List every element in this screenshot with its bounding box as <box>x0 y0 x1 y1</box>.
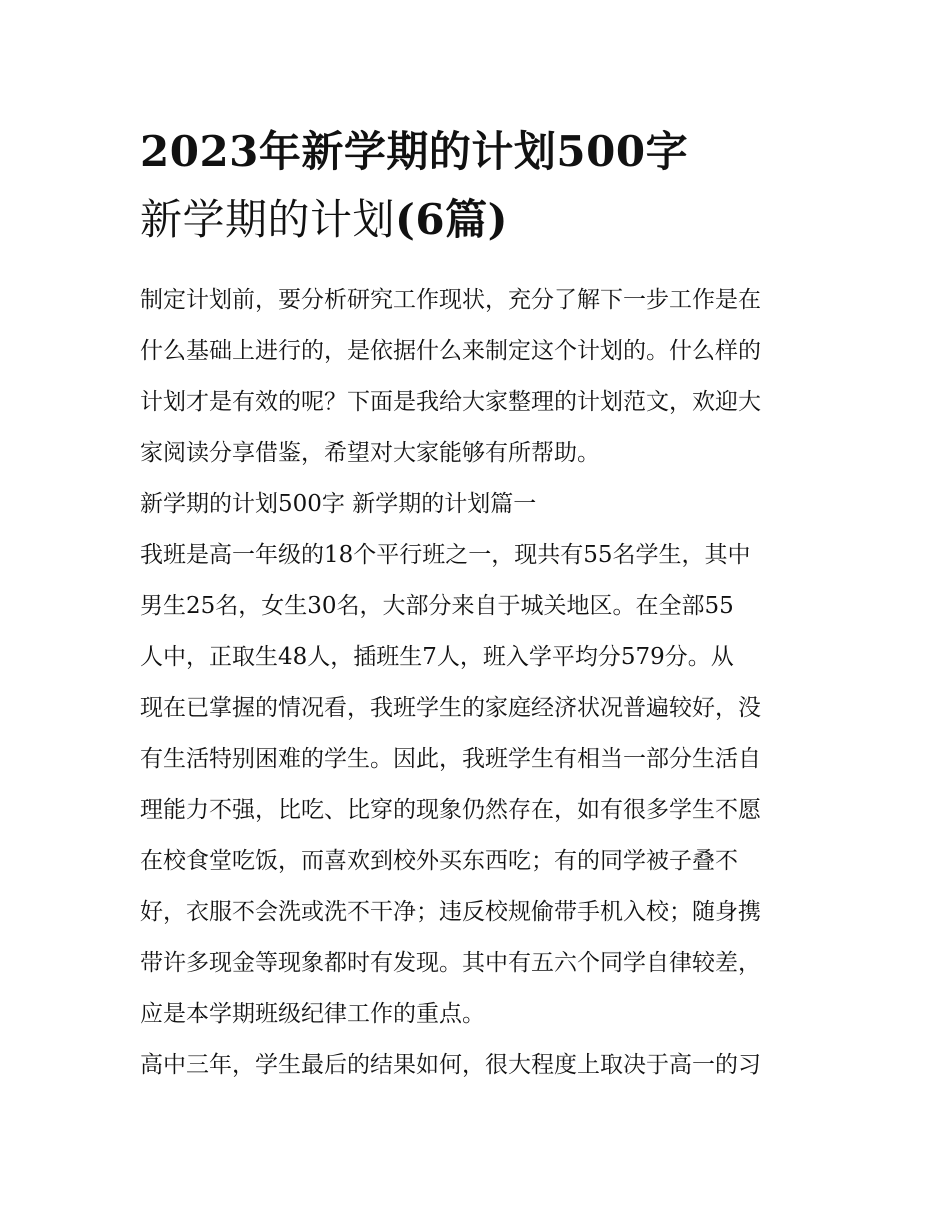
document-title <box>140 118 820 254</box>
body-line: 有生活特别困难的学生。因此，我班学生有相当一部分生活自 <box>140 746 761 772</box>
body-line: 高中三年，学生最后的结果如何，很大程度上取决于高一的习 <box>140 1052 761 1078</box>
body-line: 计划才是有效的呢？下面是我给大家整理的计划范文，欢迎大 <box>140 389 761 415</box>
title-line-1: 2023年新学期的计划500字 <box>140 127 689 176</box>
body-line: 家阅读分享借鉴，希望对大家能够有所帮助。 <box>140 440 600 466</box>
title-line-2-text: 新学期的计划 <box>140 195 396 244</box>
body-line: 好，衣服不会洗或洗不干净；违反校规偷带手机入校；随身携 <box>140 899 761 925</box>
body-line: 应是本学期班级纪律工作的重点。 <box>140 1001 485 1027</box>
body-line: 人中，正取生48人，插班生7人，班入学平均分579分。从 <box>140 644 734 670</box>
body-line: 什么基础上进行的，是依据什么来制定这个计划的。什么样的 <box>140 338 761 364</box>
title-line-2-count: (6篇) <box>395 195 508 244</box>
title-line-2 <box>140 186 820 254</box>
section-heading: 新学期的计划500字 新学期的计划篇一 <box>140 491 537 517</box>
body-line: 理能力不强，比吃、比穿的现象仍然存在，如有很多学生不愿 <box>140 797 761 823</box>
body-line: 在校食堂吃饭，而喜欢到校外买东西吃；有的同学被子叠不 <box>140 848 738 874</box>
body-line: 男生25名，女生30名，大部分来自于城关地区。在全部55 <box>140 593 734 619</box>
body-line: 制定计划前，要分析研究工作现状，充分了解下一步工作是在 <box>140 287 761 313</box>
body-line: 带许多现金等现象都时有发现。其中有五六个同学自律较差， <box>140 950 761 976</box>
body-line: 我班是高一年级的18个平行班之一，现共有55名学生，其中 <box>140 542 751 568</box>
document-body <box>140 280 820 1096</box>
body-line: 现在已掌握的情况看，我班学生的家庭经济状况普遍较好，没 <box>140 695 761 721</box>
